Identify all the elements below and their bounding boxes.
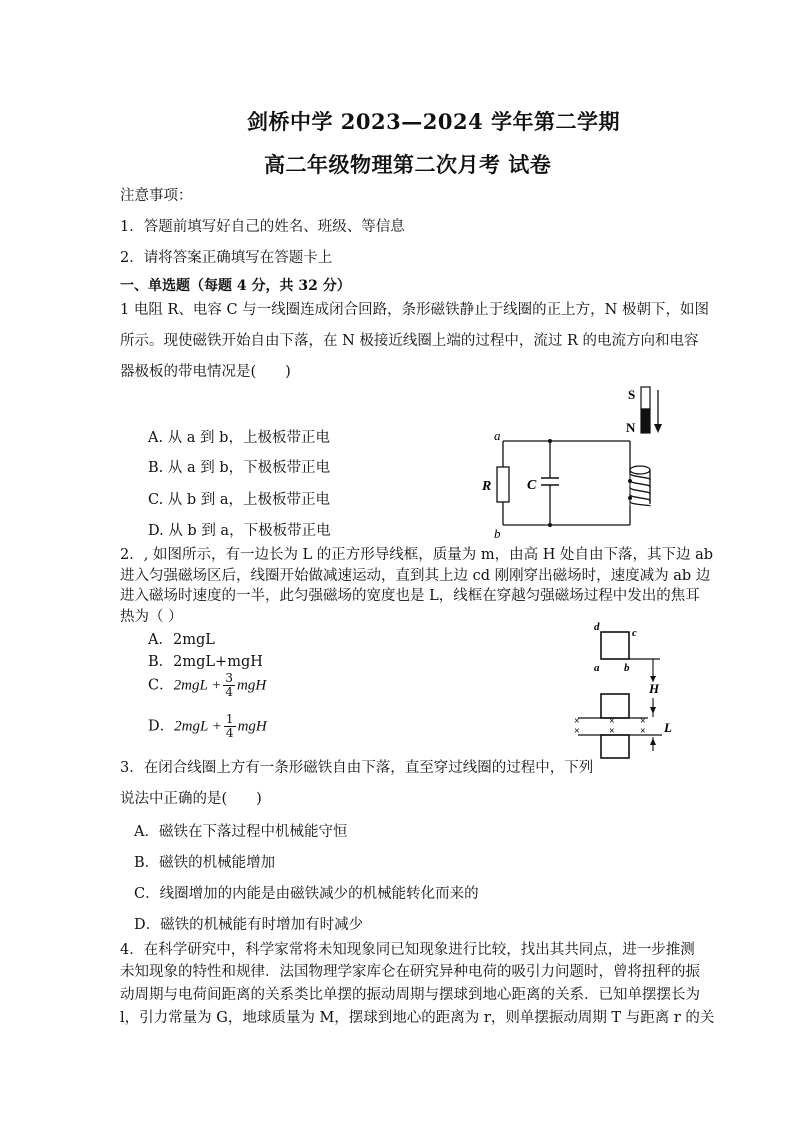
q1-line-1: 1 电阻 R、电容 C 与一线圈连成闭合回路，条形磁铁静止于线圈的正上方，N 极朝下，如图 [120,302,709,318]
q1-line-3: 器极板的带电情况是( ) [120,364,291,380]
svg-text:×: × [640,726,646,737]
svg-text:×: × [574,726,580,737]
q1-option-b: B. 从 a 到 b，下极板带正电 [148,460,331,476]
svg-text:×: × [640,716,646,727]
q2-option-c-fraction [223,672,235,699]
svg-text:×: × [574,716,580,727]
q2-option-a: A．2mgL [148,632,215,648]
label-S: S [628,387,636,402]
label-H: H [649,681,660,696]
fraction-numerator: 1 [225,712,234,726]
q2-line-4: 热为（ ） [120,609,183,625]
q3-line-1: 3．在闭合线圈上方有一条形磁铁自由下落，直至穿过线圈的过程中，下列 [120,760,594,776]
q2-option-c-post: mgH [237,677,267,694]
notice-item-1: 1．答题前填写好自己的姓名、班级、等信息 [120,219,405,235]
q4-line-1: 4．在科学研究中，科学家常将未知现象同已知现象进行比较，找出其共同点，进一步推测 [120,942,695,958]
q1-option-a: A. 从 a 到 b，上极板带正电 [148,430,330,446]
label-C: C [527,478,537,493]
magnet-north-end [641,409,650,433]
q2-option-d-label: D． [148,718,175,735]
q4-line-4: l，引力常量为 G，地球质量为 M，摆球到地心的距离为 r，则单摆振动周期 T 与距离 r 的关 [120,1010,715,1026]
q3-option-b: B．磁铁的机械能增加 [134,855,276,871]
label-a: a [494,428,501,443]
label-N: N [626,420,636,435]
notice-heading: 注意事项： [120,188,193,204]
label-R: R [482,479,492,494]
q1-line-2: 所示。现使磁铁开始自由下落，在 N 极接近线圈上端的过程中，流过 R 的电流方向和电容 [120,333,699,349]
resistor-symbol [497,467,509,502]
label-d: d [594,621,600,633]
q1-circuit-figure [478,380,678,540]
q2-option-d-fraction [224,713,236,740]
q3-option-c: C．线圈增加的内能是由磁铁减少的机械能转化而来的 [134,886,479,902]
label-L: L [664,720,672,735]
q2-line-2: 进入匀强磁场区后，线圈开始做减速运动，直到其上边 cd 刚刚穿出磁场时，速度减为 ab 边 [120,568,711,584]
fraction-denominator: 4 [225,726,234,740]
label-c: c [632,627,637,639]
q1-option-d: D. 从 b 到 a，下极板带正电 [148,523,331,539]
label-b: b [624,662,630,674]
exam-title-line1: 剑桥中学 2023—2024 学年第二学期 [247,109,621,134]
q2-magnetic-field-figure [570,620,680,770]
notice-item-2: 2．请将答案正确填写在答题卡上 [120,250,333,266]
q4-line-2: 未知现象的特性和规律．法国物理学家库仑在研究异种电荷的吸引力问题时，曾将扭秤的振 [120,964,700,980]
fraction-numerator: 3 [225,671,234,685]
q2-option-b: B．2mgL+mgH [148,654,263,670]
fraction-denominator: 4 [225,685,234,699]
q2-option-d [148,713,267,740]
q3-line-2: 说法中正确的是( ) [120,791,262,807]
q2-option-d-post: mgH [237,718,267,735]
q4-line-3: 动周期与电荷间距离的关系类比单摆的振动周期与摆球到地心距离的关系．已知单摆摆长为 [120,987,700,1003]
q2-line-3: 进入磁场时速度的一半，此匀强磁场的宽度也是 L，线框在穿越匀强磁场过程中发出的焦耳 [120,588,700,604]
exam-title-line2: 高二年级物理第二次月考 试卷 [264,152,552,177]
svg-text:×: × [609,726,615,737]
svg-text:×: × [609,716,615,727]
q2-option-c-pre: 2mgL + [173,677,222,694]
q1-option-c: C. 从 b 到 a，上极板带正电 [148,492,331,508]
q2-option-c [148,672,266,699]
label-a: a [594,662,600,674]
magnet-south-end [641,387,650,409]
q3-option-a: A．磁铁在下落过程中机械能守恒 [134,824,348,840]
q2-option-c-label: C． [148,677,174,694]
q2-line-1: 2．, 如图所示，有一边长为 L 的正方形导线框，质量为 m，由高 H 处自由下落，其下边 ab [120,547,714,563]
label-b: b [494,526,501,540]
q2-option-d-pre: 2mgL + [174,718,222,735]
section-heading-single-choice: 一、单选题（每题 4 分，共 32 分） [120,278,351,294]
q3-option-d: D．磁铁的机械能有时增加有时减少 [134,917,364,933]
